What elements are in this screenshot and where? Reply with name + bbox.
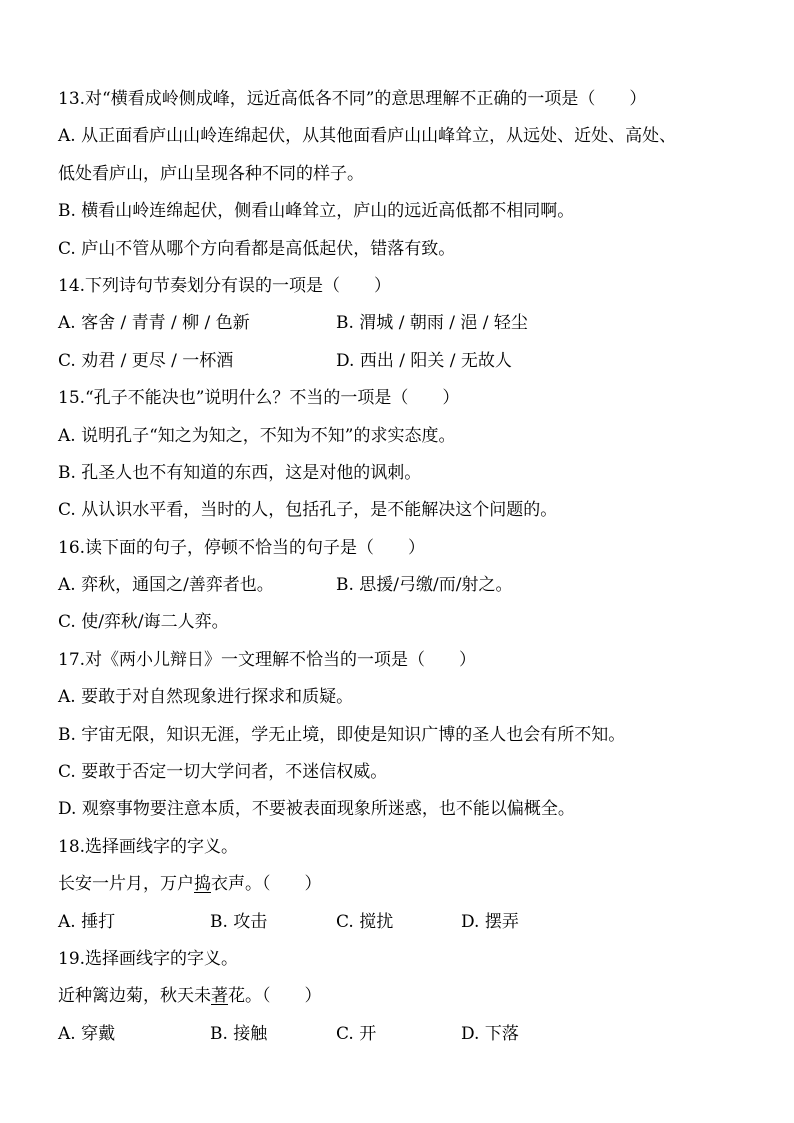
q19-sentence-before: 近种篱边菊，秋天未 bbox=[58, 986, 211, 1007]
q17-stem: 17.对《两小儿辩日》一文理解不恰当的一项是（ ） bbox=[58, 649, 477, 670]
q19-option-c: C. 开 bbox=[336, 1023, 377, 1044]
q16-option-b: B. 思援/弓缴/而/射之。 bbox=[336, 575, 513, 596]
q14-option-d: D. 西出 / 阳关 / 无故人 bbox=[336, 350, 512, 371]
q17-option-a: A. 要敢于对自然现象进行探求和质疑。 bbox=[58, 687, 354, 708]
q19-options bbox=[58, 1021, 748, 1058]
q19-option-d: D. 下落 bbox=[461, 1023, 519, 1044]
q17-option-c: C. 要敢于否定一切大学问者，不迷信权威。 bbox=[58, 762, 388, 783]
q15-stem: 15.“孔子不能决也”说明什么？不当的一项是（ ） bbox=[58, 388, 460, 409]
q13-option-a-line2: 低处看庐山，庐山呈现各种不同的样子。 bbox=[58, 163, 364, 184]
q18-sentence-after: 衣声。（ ） bbox=[211, 874, 322, 895]
q18-option-b: B. 攻击 bbox=[210, 911, 268, 932]
q18-option-d: D. 摆弄 bbox=[461, 911, 519, 932]
q13-option-b: B. 横看山岭连绵起伏，侧看山峰耸立，庐山的远近高低都不相同啊。 bbox=[58, 201, 575, 222]
q16-option-a: A. 弈秋，通国之/善弈者也。 bbox=[58, 575, 274, 596]
worksheet-page bbox=[58, 86, 748, 1058]
q14-option-a: A. 客舍 / 青青 / 柳 / 色新 bbox=[58, 313, 250, 334]
q13-stem: 13.对“横看成岭侧成峰，远近高低各不同”的意思理解不正确的一项是（ ） bbox=[58, 89, 647, 109]
q16-options-row1 bbox=[58, 572, 748, 609]
q15-option-c: C. 从认识水平看，当时的人，包括孔子，是不能解决这个问题的。 bbox=[58, 500, 558, 521]
q18-stem: 18.选择画线字的字义。 bbox=[58, 836, 239, 857]
q14-options-row1 bbox=[58, 310, 748, 347]
q14-option-b: B. 渭城 / 朝雨 / 浥 / 轻尘 bbox=[336, 313, 528, 334]
q15-option-a: A. 说明孔子“知之为知之，不知为不知”的求实态度。 bbox=[58, 425, 456, 446]
q19-sentence bbox=[58, 983, 748, 1020]
q18-underlined-char: 捣 bbox=[194, 874, 211, 895]
q15-option-b: B. 孔圣人也不有知道的东西，这是对他的讽刺。 bbox=[58, 462, 422, 483]
q19-sentence-after: 花。（ ） bbox=[228, 986, 322, 1007]
q17-option-b: B. 宇宙无限，知识无涯，学无止境，即使是知识广博的圣人也会有所不知。 bbox=[58, 724, 626, 745]
q13-option-c: C. 庐山不管从哪个方向看都是高低起伏，错落有致。 bbox=[58, 238, 456, 259]
q18-option-c: C. 搅扰 bbox=[336, 911, 394, 932]
q17-option-d: D. 观察事物要注意本质，不要被表面现象所迷惑，也不能以偏概全。 bbox=[58, 799, 575, 820]
q14-option-c: C. 劝君 / 更尽 / 一杯酒 bbox=[58, 350, 234, 371]
q14-options-row2 bbox=[58, 348, 748, 385]
q14-stem: 14.下列诗句节奏划分有误的一项是（ ） bbox=[58, 275, 392, 296]
q19-underlined-char: 著 bbox=[211, 986, 228, 1007]
q13-option-a-line1: A. 从正面看庐山山岭连绵起伏，从其他面看庐山山峰耸立，从远处、近处、高处、 bbox=[58, 126, 677, 147]
q19-stem: 19.选择画线字的字义。 bbox=[58, 948, 239, 969]
q18-option-a: A. 捶打 bbox=[58, 911, 116, 932]
q18-sentence-before: 长安一片月，万户 bbox=[58, 874, 194, 895]
q18-options bbox=[58, 909, 748, 946]
q19-option-b: B. 接触 bbox=[210, 1023, 268, 1044]
q16-stem: 16.读下面的句子，停顿不恰当的句子是（ ） bbox=[58, 537, 426, 558]
q16-option-c: C. 使/弈秋/诲二人弈。 bbox=[58, 612, 229, 633]
q19-option-a: A. 穿戴 bbox=[58, 1023, 116, 1044]
q18-sentence bbox=[58, 871, 748, 908]
